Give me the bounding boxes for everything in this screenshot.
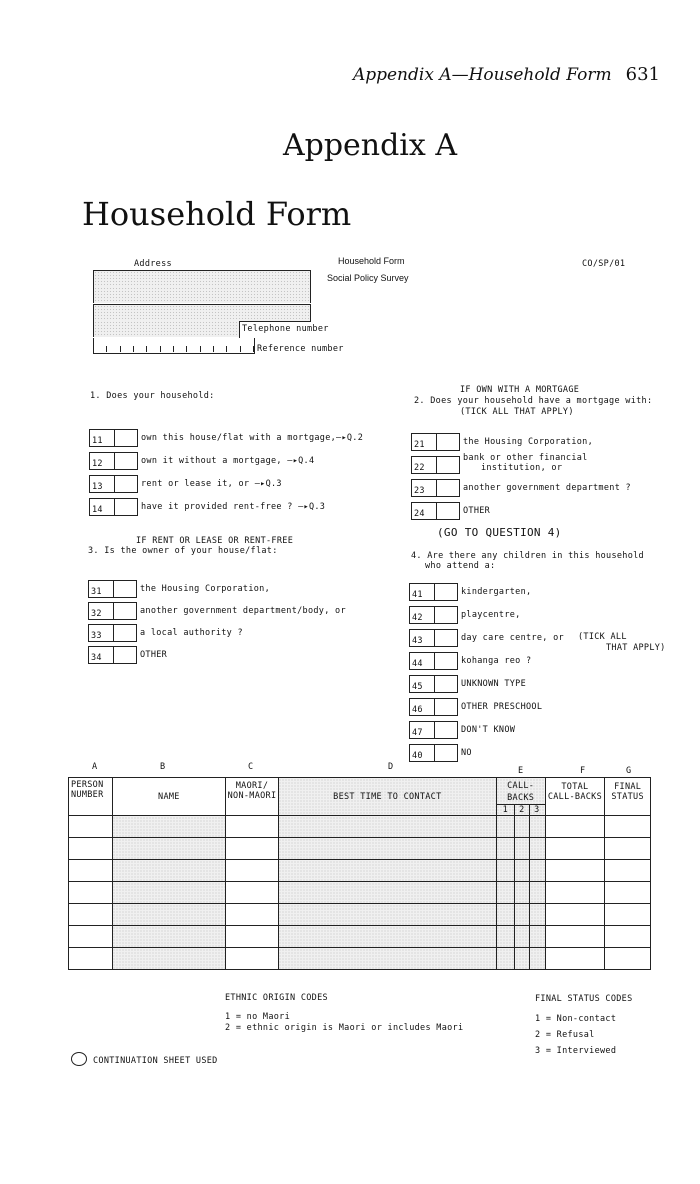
telephone-divider	[239, 321, 240, 338]
q3-option[interactable]	[88, 646, 346, 664]
q4-option[interactable]	[409, 675, 564, 693]
q3-option[interactable]	[88, 580, 346, 598]
cell[interactable]	[278, 926, 496, 948]
cell[interactable]	[112, 838, 226, 860]
option-code: 43	[410, 630, 435, 646]
q4-instruction-1: (TICK ALL	[578, 632, 627, 642]
maori-header: MAORI/ NON-MAORI	[226, 778, 279, 816]
status-code-1: 1 = Non-contact	[535, 1014, 617, 1024]
q3-options	[88, 580, 346, 664]
reference-field[interactable]	[93, 338, 255, 354]
cell[interactable]	[69, 904, 113, 926]
cell[interactable]	[605, 838, 651, 860]
cell[interactable]	[496, 816, 514, 838]
q4-options	[409, 583, 564, 762]
name-header: NAME	[112, 778, 226, 816]
cell[interactable]	[278, 948, 496, 970]
cell[interactable]	[545, 860, 605, 882]
cell[interactable]	[605, 882, 651, 904]
continuation-checkbox-icon[interactable]	[71, 1052, 87, 1066]
option-text: day care centre, or	[461, 633, 564, 643]
ethnic-code-2: 2 = ethnic origin is Maori or includes Maori	[225, 1023, 464, 1033]
col-letter-f: F	[580, 766, 586, 776]
q4-option[interactable]	[409, 698, 564, 716]
col-letter-a: A	[92, 762, 98, 772]
running-head	[300, 64, 660, 85]
cell[interactable]	[515, 860, 530, 882]
cell[interactable]	[278, 882, 496, 904]
col-letter-b: B	[160, 762, 166, 772]
cell[interactable]	[530, 816, 545, 838]
continuation-label: CONTINUATION SHEET USED	[93, 1056, 218, 1066]
cell[interactable]	[530, 860, 545, 882]
cell[interactable]	[605, 860, 651, 882]
cell[interactable]	[530, 838, 545, 860]
page-number: 631	[625, 64, 660, 85]
cell[interactable]	[496, 838, 514, 860]
cell[interactable]	[496, 904, 514, 926]
cell[interactable]	[278, 838, 496, 860]
option-code: 46	[410, 699, 435, 715]
status-code-2: 2 = Refusal	[535, 1030, 595, 1040]
col-letter-e: E	[518, 766, 524, 776]
option-text: playcentre,	[461, 610, 521, 620]
option-code: 32	[89, 603, 114, 619]
option-text: the Housing Corporation,	[463, 437, 594, 447]
q4-question: 4. Are there any children in this household	[411, 551, 644, 561]
q1-option[interactable]	[89, 498, 363, 516]
cell[interactable]	[112, 882, 226, 904]
status-code-3: 3 = Interviewed	[535, 1046, 617, 1056]
option-code: 31	[89, 581, 114, 597]
table-row	[69, 838, 651, 860]
option-text: rent or lease it, or —▸Q.3	[141, 479, 282, 489]
option-code: 40	[410, 745, 435, 761]
cell[interactable]	[278, 860, 496, 882]
q3-option[interactable]	[88, 624, 346, 642]
cell[interactable]	[226, 882, 279, 904]
table-row	[69, 816, 651, 838]
cell[interactable]	[112, 816, 226, 838]
cell[interactable]	[545, 838, 605, 860]
option-text: OTHER	[140, 650, 168, 660]
q2-option[interactable]	[411, 433, 631, 451]
reference-label: Reference number	[257, 344, 344, 354]
option-text-cont: institution, or	[481, 463, 563, 473]
cell[interactable]	[530, 904, 545, 926]
q4-option[interactable]	[409, 652, 564, 670]
cell[interactable]	[545, 904, 605, 926]
cell[interactable]	[515, 904, 530, 926]
col-letter-c: C	[248, 762, 254, 772]
q1-option[interactable]	[89, 429, 363, 447]
option-text: OTHER	[463, 506, 491, 516]
best-time-header: BEST TIME TO CONTACT	[278, 778, 496, 816]
total-callbacks-header: TOTAL CALL-BACKS	[545, 778, 605, 816]
cell[interactable]	[69, 882, 113, 904]
cell[interactable]	[496, 882, 514, 904]
cell[interactable]	[545, 816, 605, 838]
cell[interactable]	[545, 882, 605, 904]
q4-option[interactable]	[409, 629, 564, 647]
address-line-3[interactable]	[93, 304, 311, 322]
contact-table	[68, 777, 651, 970]
option-code: 14	[90, 499, 115, 515]
q2-instruction: (TICK ALL THAT APPLY)	[460, 407, 574, 417]
option-text: OTHER PRESCHOOL	[461, 702, 543, 712]
q2-question: 2. Does your household have a mortgage with:	[414, 396, 653, 406]
option-code: 11	[90, 430, 115, 446]
final-status-header: FINAL STATUS	[605, 778, 651, 816]
form-title: Household Form	[82, 195, 352, 233]
address-line-2[interactable]	[93, 287, 311, 303]
q4-option[interactable]	[409, 583, 564, 601]
person-number-header: PERSON NUMBER	[69, 778, 113, 816]
cell[interactable]	[530, 926, 545, 948]
q1-question: 1. Does your household:	[90, 391, 215, 401]
table-row	[69, 904, 651, 926]
cell[interactable]	[69, 838, 113, 860]
table-row	[69, 926, 651, 948]
option-text: DON'T KNOW	[461, 725, 516, 735]
option-code: 33	[89, 625, 114, 641]
address-label: Address	[134, 259, 172, 269]
cell[interactable]	[278, 816, 496, 838]
running-head-title: Appendix A—Household Form	[352, 65, 612, 85]
q3-question: 3. Is the owner of your house/flat:	[88, 546, 278, 556]
cell[interactable]	[226, 860, 279, 882]
option-code: 47	[410, 722, 435, 738]
option-text: kohanga reo ?	[461, 656, 532, 666]
q2-condition: IF OWN WITH A MORTGAGE	[460, 385, 580, 395]
q4-question-cont: who attend a:	[425, 561, 496, 571]
cell[interactable]	[69, 948, 113, 970]
cell[interactable]	[605, 926, 651, 948]
q4-option[interactable]	[409, 606, 564, 624]
option-text: bank or other financial	[463, 453, 588, 463]
q2-options	[411, 433, 631, 520]
q2-goto: (GO TO QUESTION 4)	[437, 526, 562, 539]
option-code: 21	[412, 434, 437, 450]
status-codes-title: FINAL STATUS CODES	[535, 994, 633, 1004]
cell[interactable]	[515, 948, 530, 970]
cell[interactable]	[278, 904, 496, 926]
cell[interactable]	[545, 948, 605, 970]
cell[interactable]	[496, 926, 514, 948]
col-letter-d: D	[388, 762, 394, 772]
cell[interactable]	[605, 948, 651, 970]
cell[interactable]	[226, 948, 279, 970]
option-code: 42	[410, 607, 435, 623]
option-code: 45	[410, 676, 435, 692]
telephone-label: Telephone number	[242, 324, 329, 334]
option-code: 12	[90, 453, 115, 469]
option-code: 44	[410, 653, 435, 669]
q3-option[interactable]	[88, 602, 346, 620]
q2-option[interactable]	[411, 502, 631, 520]
ethnic-code-1: 1 = no Maori	[225, 1012, 291, 1022]
option-text: own this house/flat with a mortgage,—▸Q.2	[141, 433, 364, 443]
option-text: UNKNOWN TYPE	[461, 679, 527, 689]
telephone-field[interactable]	[93, 321, 240, 337]
table-row	[69, 882, 651, 904]
q1-option[interactable]	[89, 452, 363, 470]
cell[interactable]	[515, 882, 530, 904]
cell[interactable]	[226, 926, 279, 948]
option-text: NO	[461, 748, 472, 758]
option-code: 24	[412, 503, 437, 519]
option-code: 22	[412, 457, 437, 473]
form-code: CO/SP/01	[582, 259, 626, 269]
option-text: another government department/body, or	[140, 606, 346, 616]
option-text: the Housing Corporation,	[140, 584, 271, 594]
q4-instruction-2: THAT APPLY)	[606, 643, 666, 653]
cell[interactable]	[226, 816, 279, 838]
cell[interactable]	[112, 860, 226, 882]
col-letter-g: G	[626, 766, 632, 776]
option-code: 13	[90, 476, 115, 492]
cell[interactable]	[496, 948, 514, 970]
cell[interactable]	[605, 816, 651, 838]
q4-option[interactable]	[409, 721, 564, 739]
option-text: a local authority ?	[140, 628, 243, 638]
option-text: have it provided rent-free ? —▸Q.3	[141, 502, 326, 512]
option-code: 41	[410, 584, 435, 600]
q1-option[interactable]	[89, 475, 363, 493]
cell[interactable]	[69, 860, 113, 882]
cell[interactable]	[69, 816, 113, 838]
cell[interactable]	[226, 904, 279, 926]
table-header-row	[69, 778, 651, 816]
q4-option[interactable]	[409, 744, 564, 762]
option-code: 23	[412, 480, 437, 496]
option-code: 34	[89, 647, 114, 663]
option-text: own it without a mortgage, —▸Q.4	[141, 456, 315, 466]
cell[interactable]	[545, 926, 605, 948]
q2-option[interactable]	[411, 479, 631, 497]
household-form-label: Household Form	[338, 256, 405, 266]
survey-name: Social Policy Survey	[327, 273, 409, 283]
cell[interactable]	[112, 926, 226, 948]
q1-options	[89, 429, 363, 516]
address-line-1[interactable]	[93, 270, 311, 288]
cell[interactable]	[112, 948, 226, 970]
cell[interactable]	[226, 838, 279, 860]
cell[interactable]	[515, 926, 530, 948]
q3-condition: IF RENT OR LEASE OR RENT-FREE	[136, 536, 294, 546]
q2-option[interactable]	[411, 453, 631, 474]
option-text: kindergarten,	[461, 587, 532, 597]
cell[interactable]	[112, 904, 226, 926]
cell[interactable]	[515, 838, 530, 860]
cell[interactable]	[530, 882, 545, 904]
cell[interactable]	[530, 948, 545, 970]
ethnic-codes-title: ETHNIC ORIGIN CODES	[225, 993, 328, 1003]
table-row	[69, 948, 651, 970]
cell[interactable]	[605, 904, 651, 926]
cell[interactable]	[496, 860, 514, 882]
appendix-title: Appendix A	[282, 128, 458, 163]
callbacks-header: CALL-BACKS 1 2 3	[496, 778, 545, 816]
cell[interactable]	[69, 926, 113, 948]
cell[interactable]	[515, 816, 530, 838]
table-row	[69, 860, 651, 882]
option-text: another government department ?	[463, 483, 631, 493]
